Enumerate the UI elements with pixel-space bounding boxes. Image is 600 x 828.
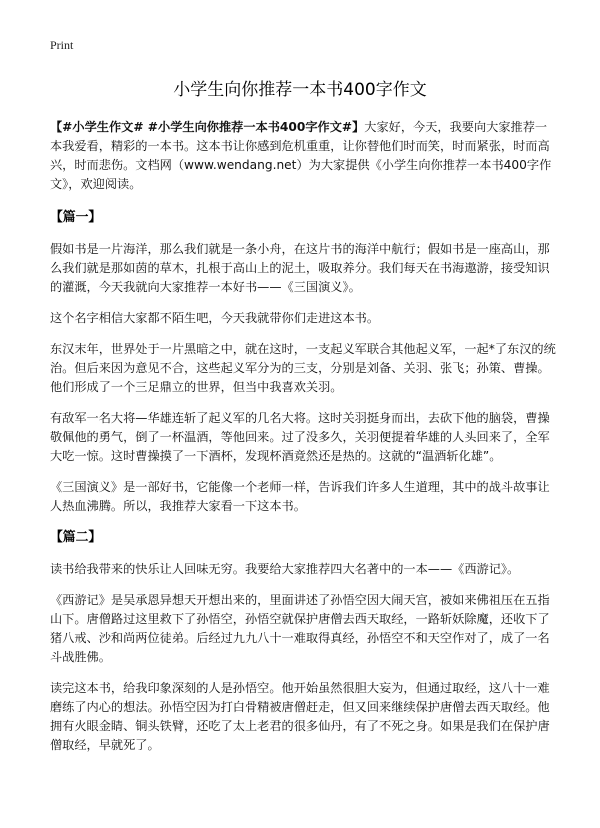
article-title: 小学生向你推荐一本书400字作文 [173,80,427,100]
paragraph: 东汉末年，世界处于一片黑暗之中，就在这时，一支起义军联合其他起义军，一起*了东汉的统治。但后来因为意见不合，这些起义军分为的三支，分别是刘备、关羽、张飞；孙策、曹操。他们形成了一个三足鼎立的世界，但当中我喜欢关羽。 [50,342,556,394]
paragraph: 有敌军一名大将—华雄连斩了起义军的几名大将。这时关羽挺身而出，去砍下他的脑袋，曹操敬佩他的勇气，倒了一杯温酒，等他回来。过了没多久，关羽便提着华雄的人头回来了，全军大吃一惊。这时曹操摸了一下酒杯，发现杯酒竟然还是热的。这就的“温酒斩化雄”。 [50,411,550,463]
print-link[interactable]: Print [50,38,74,52]
intro-tags: 【#小学生作文# #小学生向你推荐一本书400字作文#】 [50,120,365,134]
section-heading-2: 【篇二】 [50,530,102,545]
paragraph: 这个名字相信大家都不陌生吧，今天我就带你们走进这本书。 [50,311,380,325]
intro-paragraph [50,118,556,194]
paragraph: 《西游记》是吴承恩异想天开想出来的，里面讲述了孙悟空因大闹天宫，被如来佛祖压在五指山下。唐僧路过这里救下了孙悟空，孙悟空就保护唐僧去西天取经，一路斩妖除魔，还收下了猪八戒、沙和尚两位徒弟。后经过九九八十一难取得真经，孙悟空不和天空作对了，成了一名斗战胜佛。 [50,593,550,664]
paragraph: 《三国演义》是一部好书，它能像一个老师一样，告诉我们许多人生道理，其中的战斗故事让人热血沸腾。所以，我推荐大家看一下这本书。 [50,480,550,513]
section-heading-1: 【篇一】 [50,210,102,225]
paragraph: 假如书是一片海洋，那么我们就是一条小舟，在这片书的海洋中航行；假如书是一座高山，那么我们就是那如茵的草木，扎根于高山上的泥土，吸取养分。我们每天在书海遨游，接受知识的灌溉，今天我就向大家推荐一本好书——《三国演义》。 [50,242,550,294]
paragraph: 读完这本书，给我印象深刻的人是孙悟空。他开始虽然很胆大妄为，但通过取经，这八十一难磨练了内心的想法。孙悟空因为打白骨精被唐僧赶走，但又回来继续保护唐僧去西天取经。他拥有火眼金睛、铜头铁臂，还吃了太上老君的很多仙丹，有了不死之身。如果是我们在保护唐僧取经，早就死了。 [50,681,550,752]
intro-text: 大家好，今天，我要向大家推荐一本我爱看，精彩的一本书。这本书让你感到危机重重，让你替他们时而笑，时而紧张，时而高兴，时而悲伤。文档网（www.wendang.net）为大家提供《小学生向你推荐一本书400字作文》，欢迎阅读。 [50,120,552,191]
paragraph: 读书给我带来的快乐让人回味无穷。我要给大家推荐四大名著中的一本——《西游记》。 [50,562,520,576]
article-body [50,118,556,767]
